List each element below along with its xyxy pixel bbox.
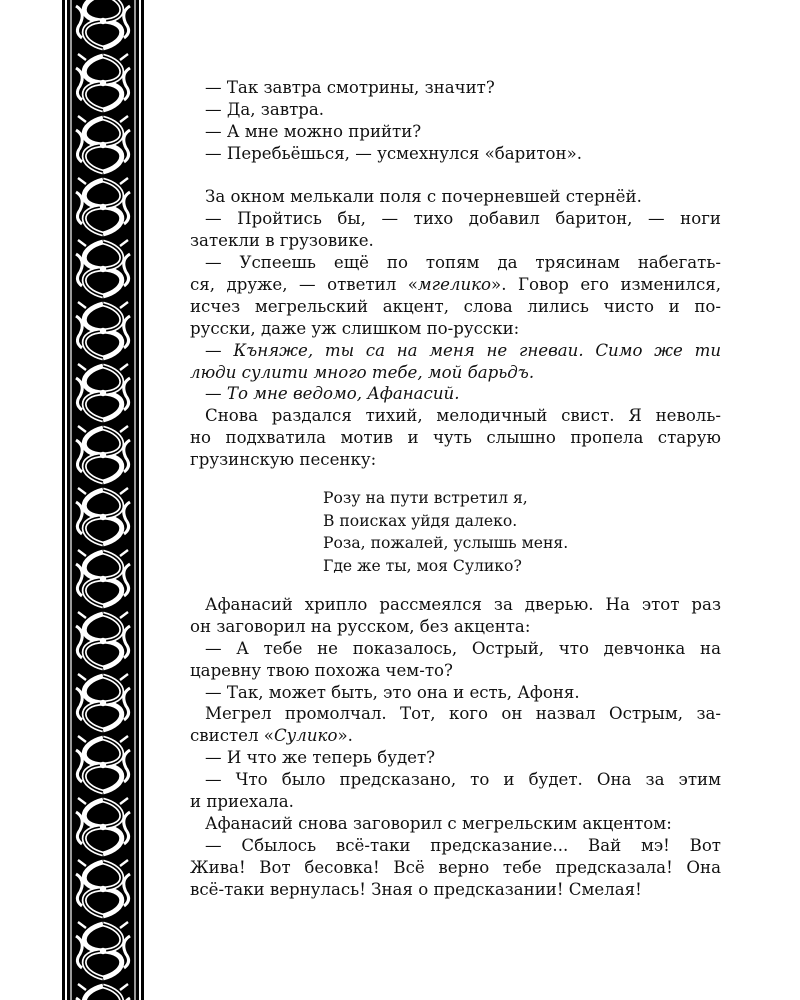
text-line: — Перебьёшься, — усмехнулся «баритон».	[205, 143, 583, 163]
text-span: —	[205, 340, 234, 360]
ornamental-border	[62, 0, 144, 1000]
poem-block	[323, 487, 721, 577]
text-line: люди сулити много тебе, мой барьдъ.	[190, 362, 535, 382]
text-line: грузинскую песенку:	[190, 450, 377, 470]
text-span-italic: Сулико	[273, 726, 338, 746]
text-line: Афанасий хрипло рассмеялся за дверью. На этот раз	[205, 595, 721, 615]
text-line: царевну твою похожа чем-то?	[190, 660, 453, 680]
poem-line: Где же ты, моя Сулико?	[323, 556, 522, 575]
text-span: ». Говор его изменился,	[491, 275, 721, 295]
knot-ornament-icon	[62, 0, 144, 1000]
text-line: Афанасий снова заговорил с мегрельским акцентом:	[205, 813, 672, 833]
text-line: и приехала.	[190, 792, 294, 812]
text-line: — Что было предсказано, то и будет. Она за этим	[205, 770, 721, 790]
text-span: ».	[337, 726, 353, 746]
text-span-italic: мгелико	[417, 275, 492, 295]
text-line: русски, даже уж слишком по-русски:	[190, 318, 520, 338]
text-line: исчез мегрельский акцент, слова лились чисто и по-	[190, 296, 721, 316]
text-line: — Успеешь ещё по топям да трясинам набегать-	[205, 253, 721, 273]
text-line: — А мне можно прийти?	[205, 121, 422, 141]
poem-line: Розу на пути встретил я,	[323, 489, 528, 508]
text-span: —	[205, 384, 227, 404]
text-span-italic: То мне ведомо, Афанасий.	[226, 384, 460, 404]
text-line: — И что же теперь будет?	[205, 748, 436, 768]
text-line: Мегрел промолчал. Тот, кого он назвал Острым, за-	[205, 704, 721, 724]
text-line: затекли в грузовике.	[190, 231, 374, 251]
text-line: он заговорил на русском, без акцента:	[190, 616, 531, 636]
text-line	[205, 383, 721, 405]
text-line: — А тебе не показалось, Острый, что девчонка на	[205, 638, 721, 658]
poem-line: Роза, пожалей, услышь меня.	[323, 534, 569, 553]
text-line: — Пройтись бы, — тихо добавил баритон, — ноги	[205, 209, 721, 229]
text-line: За окном мелькали поля с почерневшей стернёй.	[205, 187, 642, 207]
text-span-italic: Къняже, ты са на меня не гневаи. Симо же ти	[233, 340, 721, 360]
text-line: — Так завтра смотрины, значит?	[205, 78, 495, 97]
text-line: Снова раздался тихий, мелодичный свист. Я неволь-	[205, 406, 721, 426]
text-line: — Сбылось всё-таки предсказание... Вай мэ! Вот	[205, 835, 721, 855]
poem-line: В поисках уйдя далеко.	[323, 511, 518, 530]
text-line	[205, 340, 721, 362]
page-text	[190, 77, 721, 901]
text-line: всё-таки вернулась! Зная о предсказании! Смелая!	[190, 879, 642, 899]
text-line	[190, 725, 721, 747]
text-line: Жива! Вот бесовка! Всё верно тебе предсказала! Она	[190, 857, 721, 877]
text-line: — Так, может быть, это она и есть, Афоня.	[205, 682, 580, 702]
text-span: свистел «	[190, 726, 274, 746]
text-line: но подхватила мотив и чуть слышно пропела старую	[190, 428, 721, 448]
text-span: ся, друже, — ответил «	[190, 275, 418, 295]
text-line: — Да, завтра.	[205, 99, 325, 119]
text-line	[190, 274, 721, 296]
